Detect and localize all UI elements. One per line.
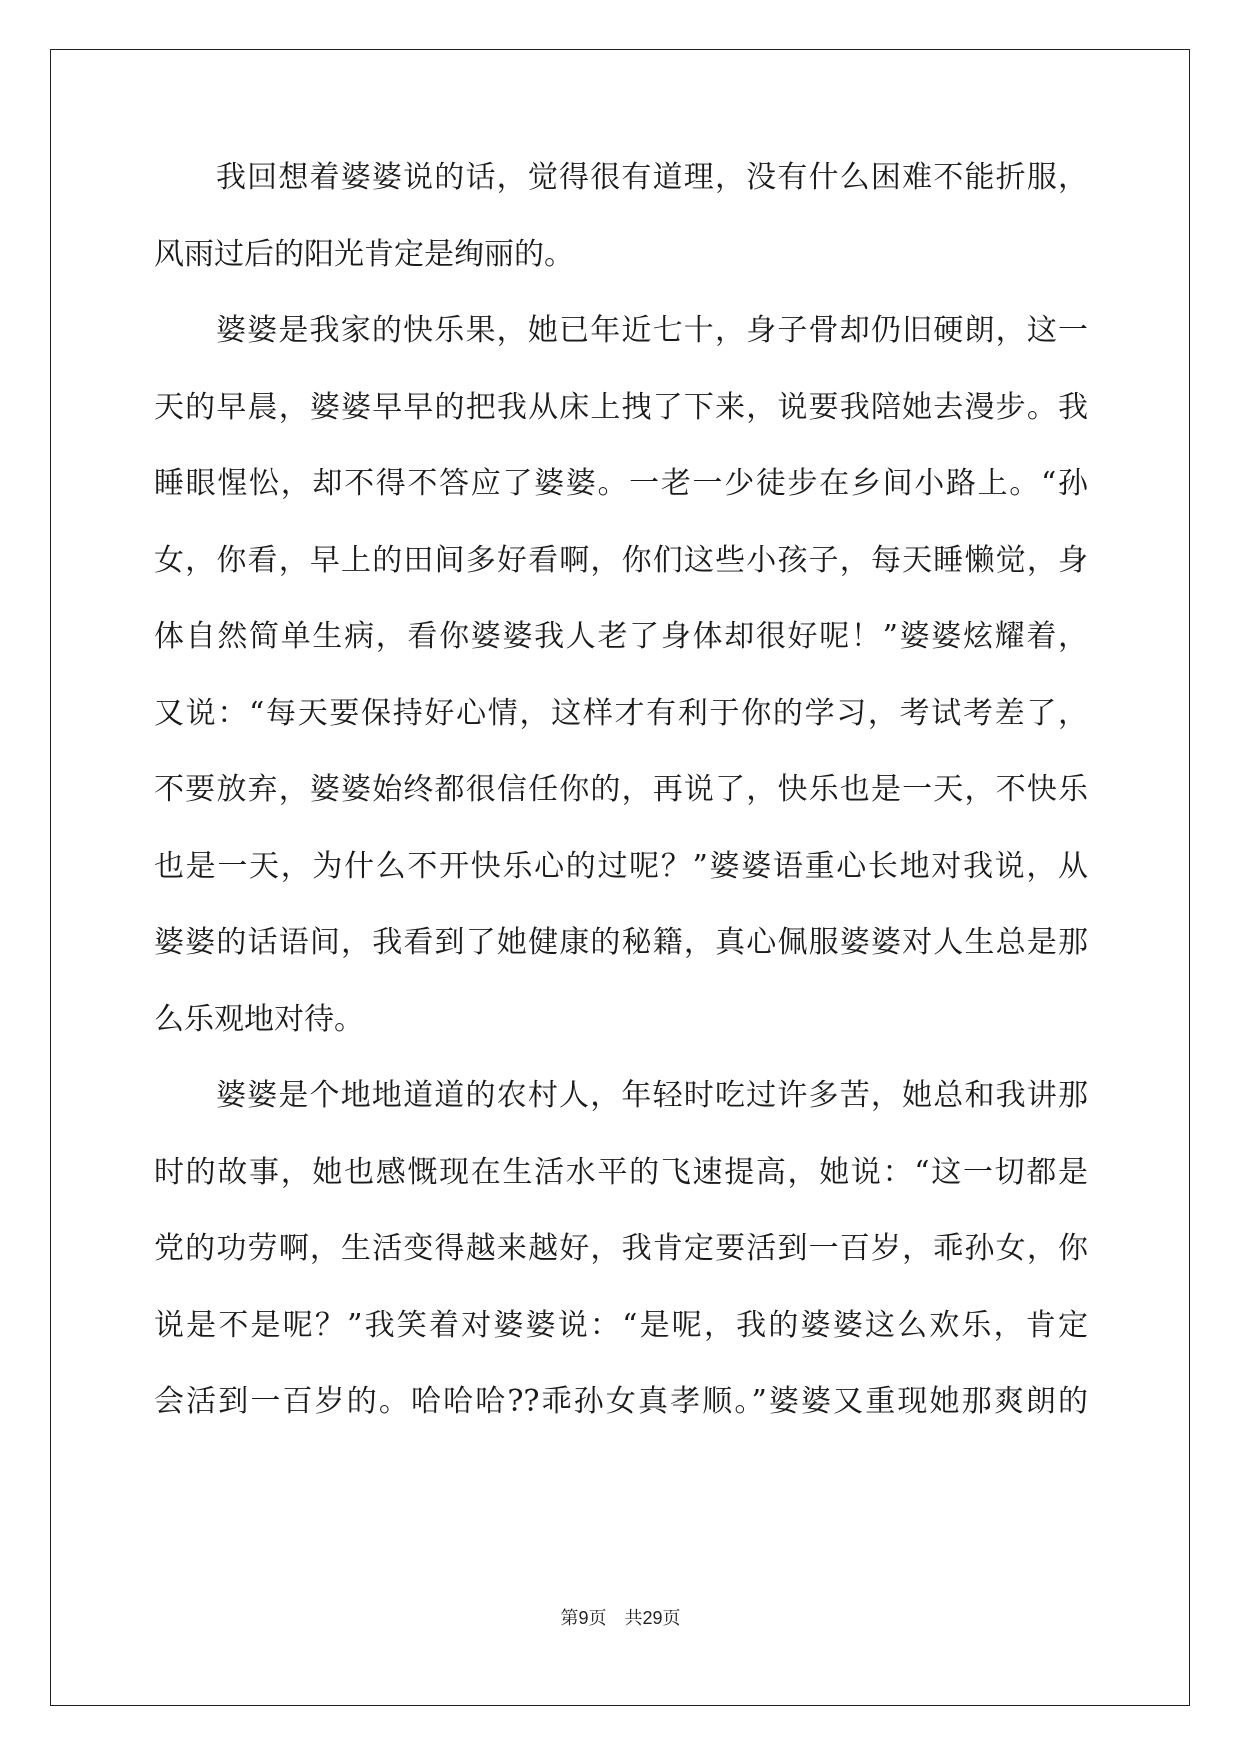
- text-line: 风雨过后的阳光肯定是绚丽的。: [154, 236, 574, 272]
- page-suffix: 页: [588, 1608, 607, 1629]
- page-number: 9: [578, 1608, 589, 1628]
- text-line: 婆婆是个地地道道的农村人，年轻时吃过许多苦，她总和我讲那: [216, 1078, 1088, 1113]
- text-line: 会活到一百岁的。哈哈哈??乖孙女真孝顺。”婆婆又重现她那爽朗的: [154, 1384, 1088, 1419]
- text-line: 也是一天，为什么不开快乐心的过呢？”婆婆语重心长地对我说，从: [154, 848, 1088, 884]
- text-line: 婆婆的话语间，我看到了她健康的秘籍，真心佩服婆婆对人生总是那: [154, 925, 1088, 960]
- paragraph-1: [154, 160, 1088, 313]
- page-footer: [0, 1604, 1241, 1630]
- document-body: [154, 160, 1088, 1461]
- text-line: 体自然简单生病，看你婆婆我人老了身体却很好呢！”婆婆炫耀着，: [154, 619, 1088, 654]
- text-line: 时的故事，她也感慨现在生活水平的飞速提高，她说：“这一切都是: [154, 1154, 1088, 1190]
- text-line: 睡眼惺忪，却不得不答应了婆婆。一老一少徒步在乡间小路上。“孙: [154, 466, 1088, 501]
- text-line: 党的功劳啊，生活变得越来越好，我肯定要活到一百岁，乖孙女，你: [154, 1231, 1088, 1266]
- total-prefix: 共: [624, 1608, 643, 1629]
- text-line: 又说：“每天要保持好心情，这样才有利于你的学习，考试考差了，: [154, 695, 1088, 731]
- text-line: 么乐观地对待。: [154, 1001, 364, 1037]
- page-prefix: 第: [560, 1608, 579, 1629]
- text-line: 女，你看，早上的田间多好看啊，你们这些小孩子，每天睡懒觉，身: [154, 542, 1088, 578]
- paragraph-2: [154, 313, 1088, 1078]
- paragraph-3: [154, 1078, 1088, 1461]
- text-line: 婆婆是我家的快乐果，她已年近七十，身子骨却仍旧硬朗，这一: [216, 313, 1088, 348]
- text-line: 我回想着婆婆说的话，觉得很有道理，没有什么困难不能折服，: [216, 160, 1088, 195]
- text-line: 天的早晨，婆婆早早的把我从床上拽了下来，说要我陪她去漫步。我: [154, 389, 1088, 425]
- total-pages: 29: [642, 1608, 663, 1628]
- total-suffix: 页: [662, 1608, 681, 1629]
- text-line: 不要放弃，婆婆始终都很信任你的，再说了，快乐也是一天，不快乐: [154, 772, 1088, 807]
- text-line: 说是不是呢？”我笑着对婆婆说：“是呢，我的婆婆这么欢乐，肯定: [154, 1307, 1088, 1343]
